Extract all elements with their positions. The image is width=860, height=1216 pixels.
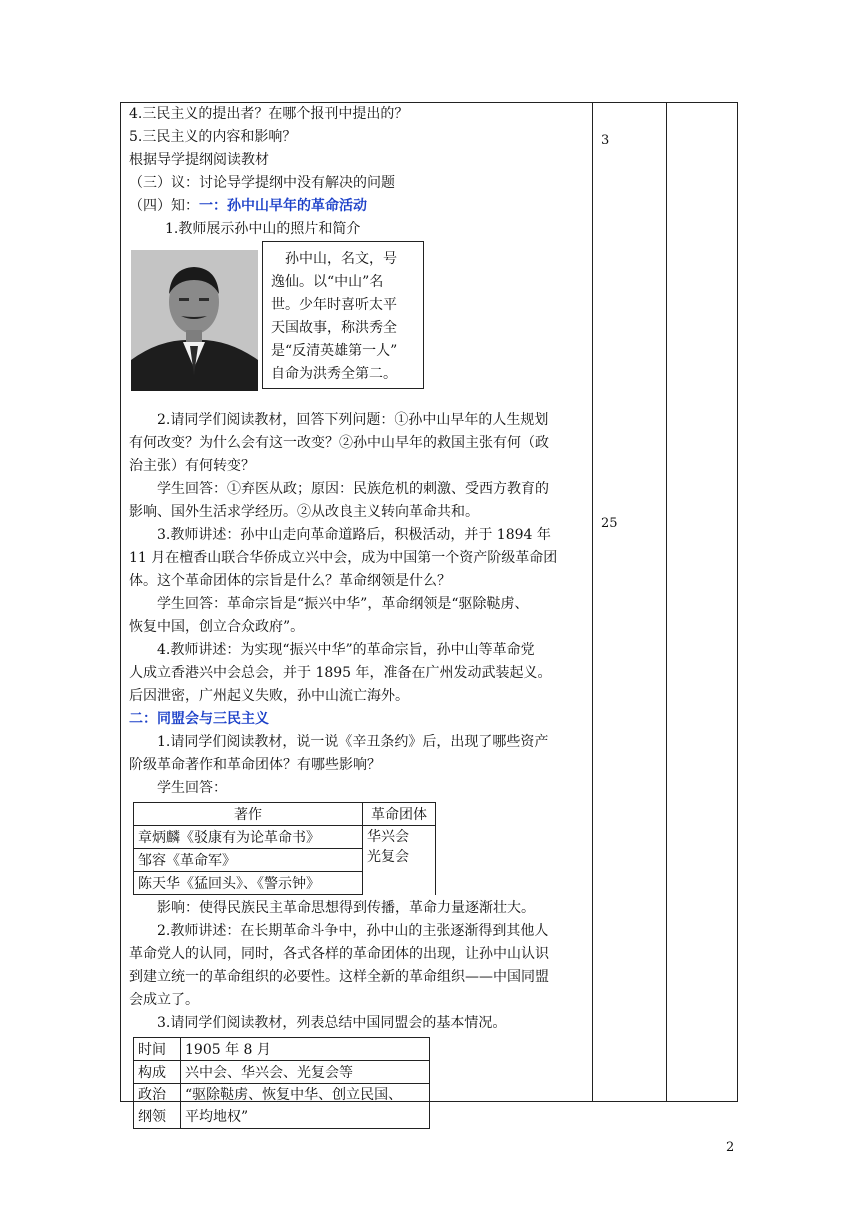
group-name: 华兴会 [367, 829, 409, 845]
text-line: 体。这个革命团体的宗旨是什么？革命纲领是什么？ [129, 573, 451, 589]
text-line: 2.教师讲述：在长期革命斗争中，孙中山的主张逐渐得到其他人 [157, 923, 549, 939]
time-value: 25 [601, 516, 618, 531]
bio-line: 逸仙。以“中山”名 [271, 274, 384, 290]
cell-line: 平均地权” [185, 1109, 249, 1125]
bio-box [262, 241, 424, 389]
text-line: 人成立香港兴中会总会，并于 1895 年，准备在广州发动武装起义。 [129, 665, 552, 681]
text-line: 1.教师展示孙中山的照片和简介 [165, 221, 361, 237]
section-prefix: （四）知： [129, 198, 199, 214]
table-label: 政治纲领 [134, 1084, 181, 1129]
section-heading: 二：同盟会与三民主义 [129, 711, 269, 727]
cell-line: “驱除鞑虏、恢复中华、创立民国、 [185, 1087, 403, 1103]
text-line: 影响：使得民族民主革命思想得到传播，革命力量逐渐壮大。 [157, 900, 535, 916]
text-line: 革命党人的认同，同时，各式各样的革命团体的出现，让孙中山认识 [129, 946, 549, 962]
time-value: 3 [601, 133, 610, 148]
sun-yat-sen-photo [131, 250, 258, 391]
bio-line: 自命为洪秀全第二。 [271, 366, 397, 382]
table-cell: 陈天华《猛回头》、《警示钟》 [134, 872, 363, 895]
text-line: 会成立了。 [129, 992, 199, 1008]
table-cell: 兴中会、华兴会、光复会等 [181, 1061, 430, 1084]
groups-cell [363, 826, 436, 895]
table-header: 著作 [134, 803, 363, 826]
league-table [133, 1037, 430, 1129]
lesson-table [120, 102, 738, 1125]
table-cell: 邹容《革命军》 [134, 849, 363, 872]
bio-line: 天国故事，称洪秀全 [271, 320, 397, 336]
page-number: 2 [726, 1140, 735, 1155]
text-line: 3.教师讲述：孙中山走向革命道路后，积极活动，并于 1894 年 [157, 527, 551, 543]
table-cell: 章炳麟《驳康有为论革命书》 [134, 826, 363, 849]
text-line: 11 月在檀香山联合华侨成立兴中会，成为中国第一个资产阶级革命团 [129, 550, 558, 566]
text-line: 学生回答：革命宗旨是“振兴中华”，革命纲领是“驱除鞑虏、 [157, 596, 529, 612]
column-divider [666, 103, 667, 1101]
table-label: 构成 [134, 1061, 181, 1084]
table-cell [181, 1084, 430, 1129]
text-line: 学生回答：①弃医从政；原因：民族危机的刺激、受西方教育的 [157, 481, 549, 497]
text-line: 阶级革命著作和革命团体？有哪些影响？ [129, 757, 381, 773]
text-line: 学生回答： [157, 780, 227, 796]
text-line: 到建立统一的革命组织的必要性。这样全新的革命组织——中国同盟 [129, 969, 549, 985]
text-line: 治主张）有何转变？ [129, 458, 255, 474]
text-line: 1.请同学们阅读教材，说一说《辛丑条约》后，出现了哪些资产 [157, 734, 549, 750]
text-line: 根据导学提纲阅读教材 [129, 152, 269, 168]
bio-line: 世。少年时喜听太平 [271, 297, 397, 313]
text-line: 后因泄密，广州起义失败，孙中山流亡海外。 [129, 688, 409, 704]
bio-line: 是“反清英雄第一人” [271, 343, 398, 359]
text-line: 2.请同学们阅读教材，回答下列问题：①孙中山早年的人生规划 [157, 412, 549, 428]
table-label: 时间 [134, 1038, 181, 1061]
portrait-image [131, 250, 258, 391]
bio-line: 孙中山，名文，号 [285, 251, 397, 267]
section-heading: 一：孙中山早年的革命活动 [199, 198, 367, 214]
group-name: 光复会 [367, 849, 409, 865]
works-table [133, 802, 436, 895]
text-line: 恢复中国，创立合众政府”。 [129, 619, 305, 635]
text-line: 4.教师讲述：为实现“振兴中华”的革命宗旨，孙中山等革命党 [157, 642, 535, 658]
text-line: 影响、国外生活求学经历。②从改良主义转向革命共和。 [129, 504, 479, 520]
table-header: 革命团体 [363, 803, 436, 826]
text-line: 有何改变？为什么会有这一改变？②孙中山早年的救国主张有何（政 [129, 435, 549, 451]
table-cell: 1905 年 8 月 [181, 1038, 430, 1061]
text-line: 3.请同学们阅读教材，列表总结中国同盟会的基本情况。 [157, 1015, 507, 1031]
text-line: （三）议：讨论导学提纲中没有解决的问题 [129, 175, 395, 191]
text-line: 5.三民主义的内容和影响？ [129, 129, 297, 145]
text-line: 4.三民主义的提出者？在哪个报刊中提出的？ [129, 106, 409, 122]
section-heading-row [129, 195, 594, 218]
